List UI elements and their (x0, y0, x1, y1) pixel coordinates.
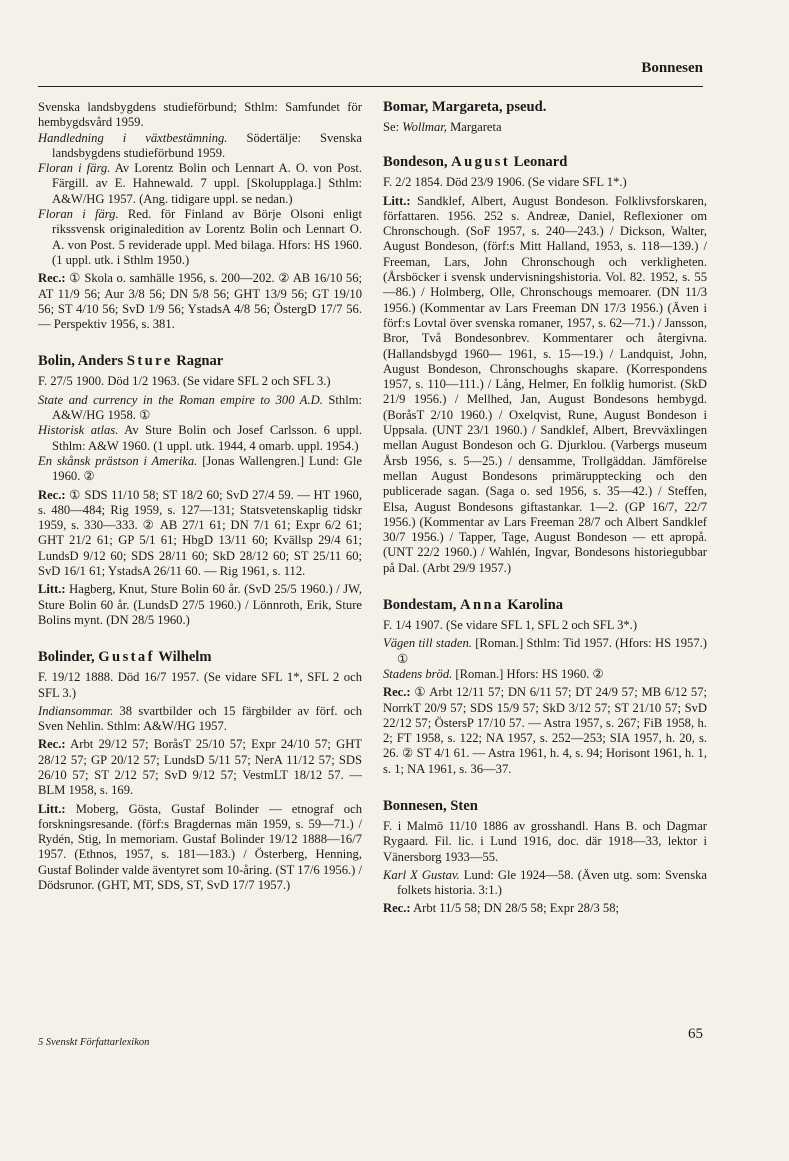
running-head: Bonnesen (641, 60, 703, 76)
cross-reference: Se: Wollmar, Margareta (383, 120, 502, 134)
review-list: Rec.: ① Skola o. samhälle 1956, s. 200—202. ② AB 16/10 56; AT 11/9 56; Aur 3/8 56; DN 5/8 56; GHT 13/9 56; GT 19/10 56; ST 4/10 56; SvD 1/9 56; YstadsA 4/8 56; ÖstergD 17/7 56. — Perspektiv 1956, s. 381. (38, 271, 362, 332)
work-entry: Karl X Gustav. Lund: Gle 1924—58. (Även utg. som: Svenska folkets historia. 3:1.) (383, 867, 707, 898)
entry-heading-bolinder: Bolinder, Gustaf Wilhelm (38, 649, 212, 666)
work-entry: Floran i färg. Av Lorentz Bolin och Lennart A. O. von Post. Färgill. av E. Hahnewald. 7 uppl. [Skolupplaga.] Sthlm: A&W/HG 1957. (Ang. tidigare uppl. se nedan.) (38, 161, 362, 206)
entry-bio: F. 1/4 1907. (Se vidare SFL 1, SFL 2 och SFL 3*.) (383, 618, 638, 633)
entry-heading-bondestam: Bondestam, Anna Karolina (383, 597, 564, 614)
entry-bio: F. 19/12 1888. Död 16/7 1957. (Se vidare SFL 1*, SFL 2 och SFL 3.) (38, 670, 362, 700)
literature-list: Litt.: Sandklef, Albert, August Bondeson. Folklivsforskaren, författaren. 1956. 252 s. Andreæ, Daniel, Reflexioner om Chronschough. (SoF 1957, s. 240—243.) / Dickson, Walter, August Bondeson, (förf:s Mitt Halland, 1953, s. 118—139.) / Freeman, Lars, John Chronschough och verkligheten. (Årsböcker i svensk undervisningshistoria. Vol. 82. 1952, s. 55—86.) / Holmberg, Olle, Chronschougs memoarer. (DN 11/3 1956.) (Kommentar av Lars Freeman DN 17/3 1956.) (Även i förf:s Lovtal över svenska romaner, 1957, s. 62—71.) / Jansson, Bror, Två Bondesonbrev. Kommentarer och återgivna. (Hallandsbygd 1960— 1961, s. 15—19.) / Landquist, John, August Bondeson, Chronschoughs skapare. (Korrespondens 1957, s. 110—111.) / Lång, Helmer, En folklig humorist. (SkD 21/9 1956.) / Mellhed, Jan, August Bondesons hembygd. (BoråsT 2/10 1960.) / Oxelqvist, Rune, August Bondeson i Uppsala. (UNT 23/1 1960.) / Sandklef, Albert, Brevväxlingen mellan August Bondeson och G. Djurklou. (Varbergs museum Årsb 1956, s. 5—25.) / densamme, Trollgäddan. Jämförelse mellan August Bondesons primärupptecking och den publicerade sagan. (Saga o. sed 1956, s. 35—42.) / Steffen, Elsa, August Bondesons giftastankar. 1—2. (GP 16/7, 22/7 1956.) (Kommentar av Lars Freeman 28/7 och Albert Sandklef 30/7 1956.) / Tapper, Tage, August Bondeson — ett apropå. (UNT 22/2 1960.) / Wahlén, Ingvar, Bondesons historiegubbar på Dal. (Arbt 29/9 1957.) (383, 193, 707, 575)
literature-list: Litt.: Moberg, Gösta, Gustaf Bolinder — etnograf och forskningsresande. (förf:s Bragdernas män 1959, s. 59—71.) / Rydén, Stig, In memoriam. Gustaf Bolinder 19/12 1888—16/7 1957. (Ethnos, 1957, s. 181—183.) / Österberg, Henning, Gustaf Bolinder valde äventyret som 10-åring. (ST 17/6 1956.) / Dödsrunor. (GHT, MT, SDS, ST, SvD 17/7 1957.) (38, 801, 362, 893)
header-rule (38, 86, 703, 87)
work-entry: Floran i färg. Red. för Finland av Börje Olsoni enligt rikssvensk originaledition av Lorentz Bolin och Lennart O. A. von Post. 5 reviderade uppl. Med bilaga. Hfors: HS 1960. (1 uppl. utk. i Sthlm 1950.) (38, 207, 362, 267)
work-entry: En skånsk prästson i Amerika. [Jonas Wallengren.] Lund: Gle 1960. ② (38, 453, 362, 484)
entry-bio: F. i Malmö 11/10 1886 av grosshandl. Hans B. och Dagmar Rygaard. Fil. lic. i Lund 1916, doc. där 1918—33, lektor i Vänersborg 1933—55. (383, 818, 707, 864)
right-column (383, 98, 707, 917)
entry-bio: F. 27/5 1900. Död 1/2 1963. (Se vidare SFL 2 och SFL 3.) (38, 374, 331, 389)
work-entry: Historisk atlas. Av Sture Bolin och Josef Carlsson. 6 uppl. Sthlm: A&W 1960. (1 uppl. utk. 1944, 4 omarb. uppl. 1954.) (38, 423, 362, 453)
literature-list: Litt.: Hagberg, Knut, Sture Bolin 60 år. (SvD 25/5 1960.) / JW, Sture Bolin 60 år. (LundsD 27/5 1960.) / Lönnroth, Erik, Sture Bolins mynt. (DN 28/5 1960.) (38, 582, 362, 627)
work-entry: State and currency in the Roman empire to 300 A.D. Sthlm: A&W/HG 1958. ① (38, 392, 362, 423)
review-list: Rec.: Arbt 29/12 57; BoråsT 25/10 57; Expr 24/10 57; GHT 28/12 57; GP 20/12 57; LundsD 5/11 57; NerA 11/12 57; SDS 26/10 57; ST 2/12 57; SvD 9/12 57; VestmLT 18/12 57. — BLM 1958, s. 169. (38, 737, 362, 798)
footer-signature: 5 Svenskt Författarlexikon (38, 1037, 150, 1048)
entry-bio: F. 2/2 1854. Död 23/9 1906. (Se vidare SFL 1*.) (383, 175, 627, 190)
page-number: 65 (688, 1026, 703, 1042)
work-entry: Handledning i växtbestämning. Södertälje: Svenska landsbygdens studieförbund 1959. (38, 130, 362, 160)
left-column (38, 100, 362, 893)
intro-imprint: Svenska landsbygdens studieförbund; Sthlm: Samfundet för hembygdsvård 1959. (38, 100, 362, 130)
work-entry: Indiansommar. 38 svartbilder och 15 färgbilder av förf. och Sven Nehlin. Sthlm: A&W/HG 1957. (38, 703, 362, 734)
work-entry: Vägen till staden. [Roman.] Sthlm: Tid 1957. (Hfors: HS 1957.) ① (383, 636, 707, 666)
review-list: Rec.: Arbt 11/5 58; DN 28/5 58; Expr 28/3 58; (383, 901, 619, 916)
review-list: Rec.: ① Arbt 12/11 57; DN 6/11 57; DT 24/9 57; MB 6/12 57; NorrkT 20/9 57; SDS 15/9 57; SkD 3/12 57; ST 21/10 57; SvD 22/12 57; ÖstersP 17/10 57. — Astra 1957, s. 267; FiB 1958, h. 2; FT 1958, s. 122; NA 1957, s. 252—253; SIA 1957, h. 20, s. 26. ② ST 4/1 61. — Astra 1961, h. 4, s. 94; Horisont 1961, h. 1, s. 1; NA 1961, s. 36—37. (383, 685, 707, 776)
entry-heading-bolin: Bolin, Anders Sture Ragnar (38, 353, 224, 370)
review-list: Rec.: ① SDS 11/10 58; ST 18/2 60; SvD 27/4 59. — HT 1960, s. 480—484; Rig 1959, s. 127—131; Statsvetenskaplig tidskr 1959, s. 330—333. ② AB 27/1 61; DN 7/1 61; Expr 6/2 61; GHT 21/2 61; GP 5/1 61; HbgD 13/11 60; Kvällsp 29/4 61; LundsD 9/12 60; SDS 28/11 60; SkD 28/12 60; ST 25/11 60; SvD 16/1 61; YstadsA 26/11 60. — Rig 1961, s. 112. (38, 487, 362, 579)
entry-heading-bomar: Bomar, Margareta, pseud. (383, 99, 547, 115)
entry-heading-bonnesen: Bonnesen, Sten (383, 797, 478, 814)
entry-heading-bondeson: Bondeson, August Leonard (383, 154, 568, 171)
work-entry: Stadens bröd. [Roman.] Hfors: HS 1960. ② (383, 666, 604, 681)
